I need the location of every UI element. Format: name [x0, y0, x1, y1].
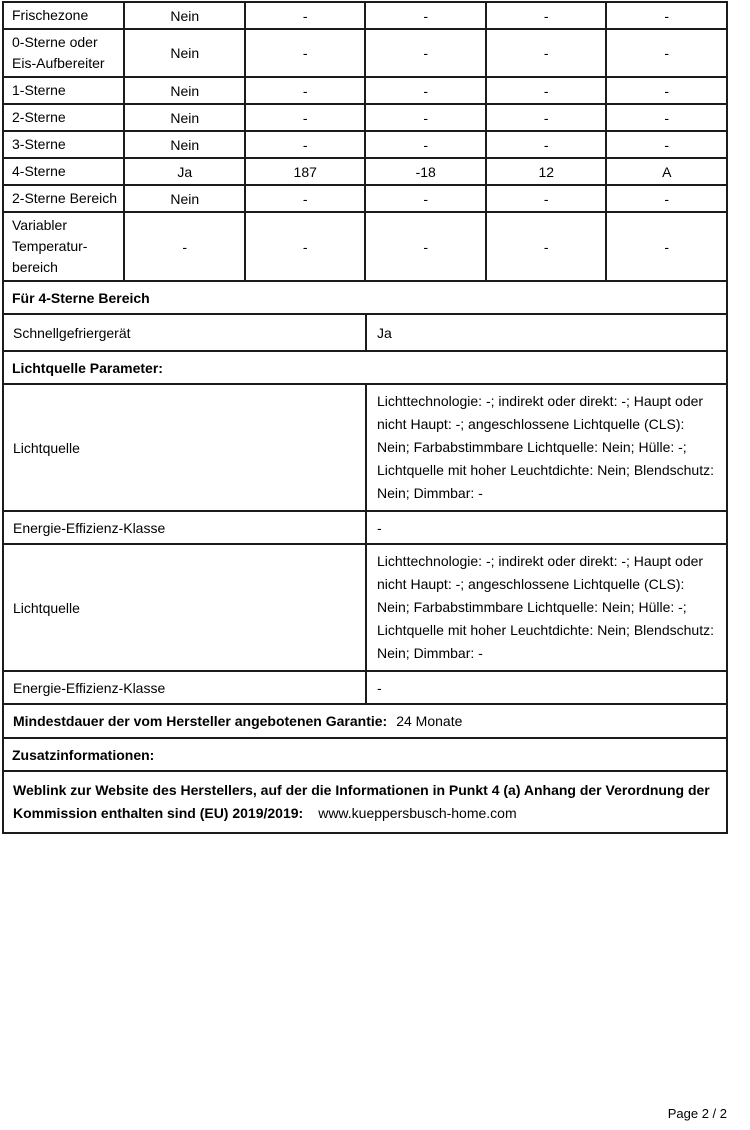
row-label: 0-Sterne oder Eis-Aufbereiter [12, 34, 105, 71]
page-number: Page 2 / 2 [667, 1106, 727, 1121]
garantie-value: 24 Monate [396, 713, 463, 729]
table-row-1-sterne [4, 78, 726, 105]
row-value: A [605, 159, 726, 184]
row-value: 187 [244, 159, 365, 184]
row-value: - [244, 105, 365, 130]
section-header-lichtquelle-parameter: Lichtquelle Parameter: [12, 359, 163, 376]
table-row-section-header [4, 739, 726, 772]
row-value: - [364, 213, 485, 280]
row-value: - [485, 132, 606, 157]
section-header-fuer-4-sterne-bereich: Für 4-Sterne Bereich [12, 289, 150, 306]
row-value: - [364, 132, 485, 157]
row-value: - [485, 213, 606, 280]
row-label: Schnellgefriergerät [13, 324, 131, 341]
table-row-schnellgefriergeraet [4, 315, 726, 352]
row-value: Lichttechnologie: -; indirekt oder direkt: -; Haupt oder nicht Haupt: -; angeschlossene Lichtquelle (CLS): Nein; Farbabstimmbare Lichtquelle: Nein; Hülle: -; Lichtquelle mit hoher Leuchtdichte: Nein; Blendschutz: Nein; Dimmbar: - [365, 385, 726, 510]
row-value: Ja [123, 159, 244, 184]
table-row-section-header [4, 282, 726, 315]
row-value: - [485, 105, 606, 130]
row-label: Variabler Temperatur-bereich [12, 217, 88, 275]
row-value: Nein [123, 105, 244, 130]
manufacturer-website-link[interactable]: www.kueppersbusch-home.com [318, 805, 517, 821]
row-value: - [605, 3, 726, 28]
row-value: - [364, 186, 485, 211]
table-row-energieeffizienzklasse-2 [4, 672, 726, 705]
garantie-label: Mindestdauer der vom Hersteller angebotenen Garantie: [13, 713, 388, 729]
weblink-row-content [4, 772, 726, 832]
row-label: 1-Sterne [12, 82, 66, 98]
row-label: Lichtquelle [13, 599, 80, 616]
section-header-zusatzinformationen: Zusatzinformationen: [12, 746, 155, 763]
row-value: Nein [123, 186, 244, 211]
row-value: - [485, 3, 606, 28]
table-row-section-header [4, 352, 726, 385]
row-value: 12 [485, 159, 606, 184]
row-value: - [364, 30, 485, 76]
table-row-0-sterne [4, 30, 726, 78]
table-row-variabler-temperaturbereich [4, 213, 726, 282]
row-value: - [364, 78, 485, 103]
garantie-row-content [4, 705, 726, 737]
row-label: 4-Sterne [12, 163, 66, 179]
row-value: - [485, 30, 606, 76]
row-value: - [123, 213, 244, 280]
table-row-lichtquelle-1 [4, 385, 726, 512]
row-value: Nein [123, 30, 244, 76]
table-row-energieeffizienzklasse-1 [4, 512, 726, 545]
row-value: - [605, 78, 726, 103]
table-row-frischezone [4, 3, 726, 30]
weblink-label: Weblink zur Website des Herstellers, auf der die Informationen in Punkt 4 (a) Anhang der Verordnung der Kommission enthalten sind (EU) 2019/2019: [13, 782, 710, 821]
table-row-3-sterne [4, 132, 726, 159]
row-label: 3-Sterne [12, 136, 66, 152]
row-value: - [485, 78, 606, 103]
row-value: - [605, 30, 726, 76]
row-value: Nein [123, 3, 244, 28]
row-value: - [485, 186, 606, 211]
row-value: - [365, 512, 726, 543]
row-label: 2-Sterne Bereich [12, 190, 118, 206]
row-value: - [605, 132, 726, 157]
row-label: Lichtquelle [13, 439, 80, 456]
table-row-4-sterne [4, 159, 726, 186]
row-label: Energie-Effizienz-Klasse [13, 519, 166, 536]
product-datasheet-table [2, 1, 728, 834]
table-row-lichtquelle-2 [4, 545, 726, 672]
row-value: - [364, 105, 485, 130]
row-label: Energie-Effizienz-Klasse [13, 679, 166, 696]
row-value: - [605, 186, 726, 211]
row-value: Nein [123, 78, 244, 103]
row-value: - [364, 3, 485, 28]
table-row-garantie [4, 705, 726, 739]
row-value: - [244, 3, 365, 28]
row-label: Frischezone [12, 7, 89, 23]
row-value: Ja [365, 315, 726, 350]
table-row-weblink [4, 772, 726, 832]
table-row-2-sterne [4, 105, 726, 132]
row-value: - [365, 672, 726, 703]
row-value: - [244, 78, 365, 103]
row-label: 2-Sterne [12, 109, 66, 125]
row-value: - [605, 105, 726, 130]
row-value: - [244, 30, 365, 76]
table-row-2-sterne-bereich [4, 186, 726, 213]
row-value: - [244, 213, 365, 280]
row-value: Nein [123, 132, 244, 157]
row-value: - [244, 186, 365, 211]
row-value: -18 [364, 159, 485, 184]
row-value: Lichttechnologie: -; indirekt oder direkt: -; Haupt oder nicht Haupt: -; angeschlossene Lichtquelle (CLS): Nein; Farbabstimmbare Lichtquelle: Nein; Hülle: -; Lichtquelle mit hoher Leuchtdichte: Nein; Blendschutz: Nein; Dimmbar: - [365, 545, 726, 670]
row-value: - [605, 213, 726, 280]
row-value: - [244, 132, 365, 157]
